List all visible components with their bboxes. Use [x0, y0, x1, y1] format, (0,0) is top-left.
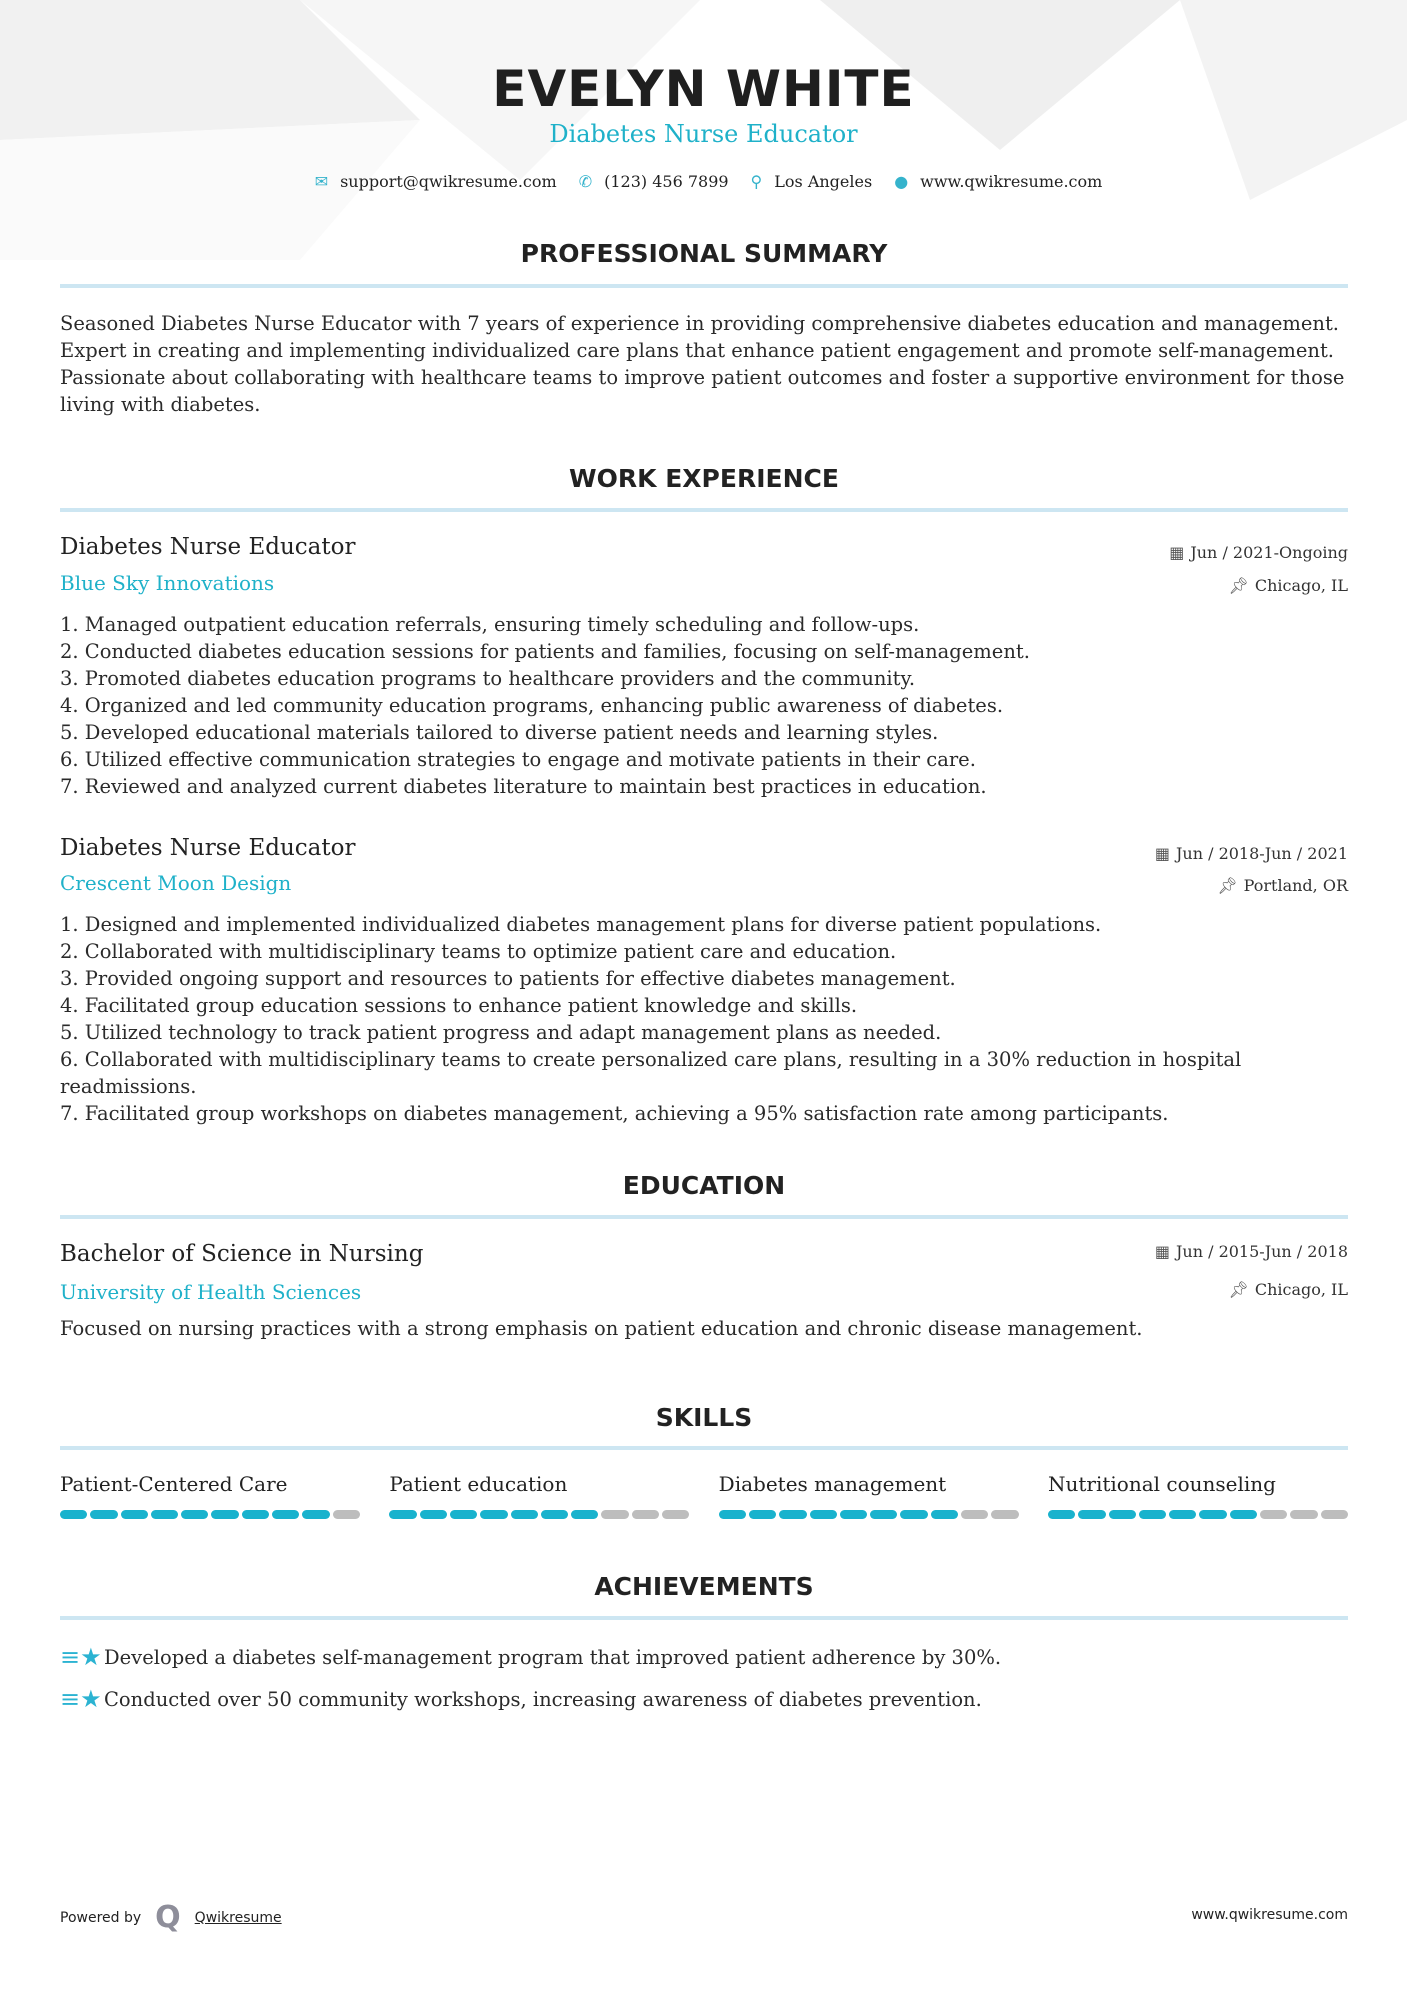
skill-item [719, 1472, 1019, 1519]
education-description: Focused on nursing practices with a strong emphasis on patient education and chronic disease management. [60, 1317, 1143, 1340]
skill-level-segment [601, 1510, 628, 1519]
achievement-text: Developed a diabetes self-management program that improved patient adherence by 30%. [104, 1645, 1002, 1669]
list-item: 7. Reviewed and analyzed current diabetes literature to maintain best practices in education. [60, 775, 987, 798]
pin-icon: 📌︎ [1217, 876, 1238, 895]
skill-level-segment [60, 1510, 87, 1519]
skill-level-segment [870, 1510, 897, 1519]
skills-grid [60, 1472, 1348, 1519]
list-item: 7. Facilitated group workshops on diabetes management, achieving a 95% satisfaction rate among participants. [60, 1102, 1169, 1125]
education-dates [1155, 1242, 1348, 1261]
calendar-icon: ▦ [1154, 1242, 1170, 1261]
skill-level-segment [450, 1510, 477, 1519]
skill-level-segment [1290, 1510, 1317, 1519]
list-item: 5. Developed educational materials tailored to diverse patient needs and learning styles. [60, 721, 939, 744]
job-title: Diabetes Nurse Educator [60, 835, 356, 861]
skill-name: Diabetes management [718, 1472, 947, 1496]
pin-icon: 📌︎ [1228, 576, 1249, 595]
dates-text: Jun / 2021-Ongoing [1190, 543, 1348, 562]
skill-level-segment [211, 1510, 238, 1519]
skill-level-segment [333, 1510, 360, 1519]
job-bullets [60, 611, 1360, 800]
dates-text: Jun / 2015-Jun / 2018 [1175, 1242, 1348, 1261]
skill-level-segment [662, 1510, 689, 1519]
qwikresume-link[interactable]: Qwikresume [194, 1909, 282, 1926]
achievement-item [60, 1643, 1001, 1671]
achievement-text: Conducted over 50 community workshops, increasing awareness of diabetes prevention. [104, 1687, 982, 1711]
skill-item [60, 1472, 360, 1519]
skill-level-bar [389, 1510, 689, 1519]
candidate-name: EVELYN WHITE [492, 60, 915, 118]
globe-icon: ● [894, 172, 909, 191]
skill-level-segment [840, 1510, 867, 1519]
skill-name: Nutritional counseling [1047, 1472, 1276, 1496]
achievement-item [60, 1685, 982, 1713]
location-text: Chicago, IL [1254, 1280, 1348, 1299]
job-location [1217, 876, 1348, 895]
skills-heading: SKILLS [655, 1403, 753, 1432]
qwikresume-logo-icon: Q [155, 1900, 181, 1935]
list-item: 4. Facilitated group education sessions to enhance patient knowledge and skills. [60, 994, 858, 1017]
summary-heading: PROFESSIONAL SUMMARY [520, 239, 888, 268]
list-item: 5. Utilized technology to track patient progress and adapt management plans as needed. [60, 1021, 942, 1044]
location-text: Portland, OR [1243, 876, 1348, 895]
skill-item [1048, 1472, 1348, 1519]
footer-website[interactable]: www.qwikresume.com [1191, 1907, 1348, 1923]
pin-icon: 📌︎ [1228, 1280, 1249, 1299]
summary-text: Seasoned Diabetes Nurse Educator with 7 years of experience in providing comprehensive diabetes education and management. Expert in creating and implementing individualized care plans that enhance patient engagement and promote self-management. Passionate about collaborating with healthcare teams to improve patient outcomes and foster a supportive environment for those living with diabetes. [60, 312, 1345, 416]
job-dates [1169, 543, 1348, 562]
powered-by-label: Powered by [60, 1909, 142, 1926]
skill-item [389, 1472, 689, 1519]
skill-level-segment [991, 1510, 1018, 1519]
calendar-icon: ▦ [1154, 844, 1170, 863]
skill-level-segment [1078, 1510, 1105, 1519]
skill-level-bar [719, 1510, 1019, 1519]
skill-name: Patient-Centered Care [60, 1472, 288, 1496]
school-name[interactable]: University of Health Sciences [60, 1280, 362, 1304]
footer-left [60, 1900, 282, 1935]
contact-info [0, 172, 1407, 191]
list-item: 2. Collaborated with multidisciplinary teams to optimize patient care and education. [60, 940, 897, 963]
company-name[interactable]: Blue Sky Innovations [60, 571, 275, 595]
job-location [1229, 576, 1348, 595]
skill-level-segment [272, 1510, 299, 1519]
skill-level-segment [1230, 1510, 1257, 1519]
skill-level-segment [480, 1510, 507, 1519]
skill-level-segment [900, 1510, 927, 1519]
skill-level-segment [511, 1510, 538, 1519]
skill-level-segment [1321, 1510, 1348, 1519]
list-item: 6. Collaborated with multidisciplinary teams to create personalized care plans, resulting in a 30% reduction in hospital readmissions. [60, 1048, 1242, 1098]
job-title: Diabetes Nurse Educator [60, 534, 356, 560]
company-name[interactable]: Crescent Moon Design [60, 871, 292, 895]
section-divider [60, 508, 1348, 512]
skill-name: Patient education [389, 1472, 568, 1496]
section-divider [60, 1616, 1348, 1620]
star-icon: ≡★ [60, 1643, 102, 1671]
skill-level-bar [1048, 1510, 1348, 1519]
degree-title: Bachelor of Science in Nursing [60, 1241, 424, 1267]
education-heading: EDUCATION [622, 1171, 786, 1200]
skill-level-segment [151, 1510, 178, 1519]
list-item: 4. Organized and led community education programs, enhancing public awareness of diabetes. [60, 694, 1004, 717]
skill-level-segment [1048, 1510, 1075, 1519]
section-divider [60, 1215, 1348, 1219]
phone-icon: ✆ [578, 172, 593, 191]
skill-level-segment [719, 1510, 746, 1519]
dates-text: Jun / 2018-Jun / 2021 [1175, 844, 1348, 863]
skill-level-segment [749, 1510, 776, 1519]
achievements-heading: ACHIEVEMENTS [594, 1572, 814, 1601]
skill-level-segment [810, 1510, 837, 1519]
list-item: 1. Designed and implemented individualized diabetes management plans for diverse patient populations. [60, 913, 1102, 936]
skill-level-segment [571, 1510, 598, 1519]
skill-level-segment [302, 1510, 329, 1519]
skill-level-segment [242, 1510, 269, 1519]
location-text: Chicago, IL [1254, 576, 1348, 595]
job-dates [1155, 844, 1348, 863]
calendar-icon: ▦ [1169, 543, 1185, 562]
skill-level-segment [1169, 1510, 1196, 1519]
skill-level-segment [1260, 1510, 1287, 1519]
skill-level-bar [60, 1510, 360, 1519]
email-icon: ✉ [314, 172, 329, 191]
skill-level-segment [1199, 1510, 1226, 1519]
list-item: 6. Utilized effective communication strategies to engage and motivate patients in their care. [60, 748, 976, 771]
skill-level-segment [961, 1510, 988, 1519]
candidate-title: Diabetes Nurse Educator [549, 120, 858, 148]
section-divider [60, 284, 1348, 288]
skill-level-segment [121, 1510, 148, 1519]
skill-level-segment [420, 1510, 447, 1519]
job-bullets [60, 911, 1360, 1127]
star-icon: ≡★ [60, 1685, 102, 1713]
phone-text: (123) 456 7899 [604, 172, 729, 191]
website-link[interactable]: www.qwikresume.com [920, 172, 1103, 191]
skill-level-segment [779, 1510, 806, 1519]
list-item: 2. Conducted diabetes education sessions for patients and families, focusing on self-management. [60, 640, 1030, 663]
list-item: 3. Provided ongoing support and resources to patients for effective diabetes management. [60, 967, 956, 990]
skill-level-segment [389, 1510, 416, 1519]
skill-level-segment [632, 1510, 659, 1519]
skill-level-segment [181, 1510, 208, 1519]
email-link[interactable]: support@qwikresume.com [340, 172, 557, 191]
skill-level-segment [1109, 1510, 1136, 1519]
list-item: 3. Promoted diabetes education programs to healthcare providers and the community. [60, 667, 916, 690]
skill-level-segment [90, 1510, 117, 1519]
list-item: 1. Managed outpatient education referrals, ensuring timely scheduling and follow-ups. [60, 613, 920, 636]
section-divider [60, 1446, 1348, 1450]
location-text: Los Angeles [774, 172, 873, 191]
skill-level-segment [1139, 1510, 1166, 1519]
skill-level-segment [931, 1510, 958, 1519]
experience-heading: WORK EXPERIENCE [569, 464, 839, 493]
skill-level-segment [541, 1510, 568, 1519]
location-pin-icon: ⚲ [750, 172, 763, 191]
education-location [1229, 1280, 1348, 1299]
